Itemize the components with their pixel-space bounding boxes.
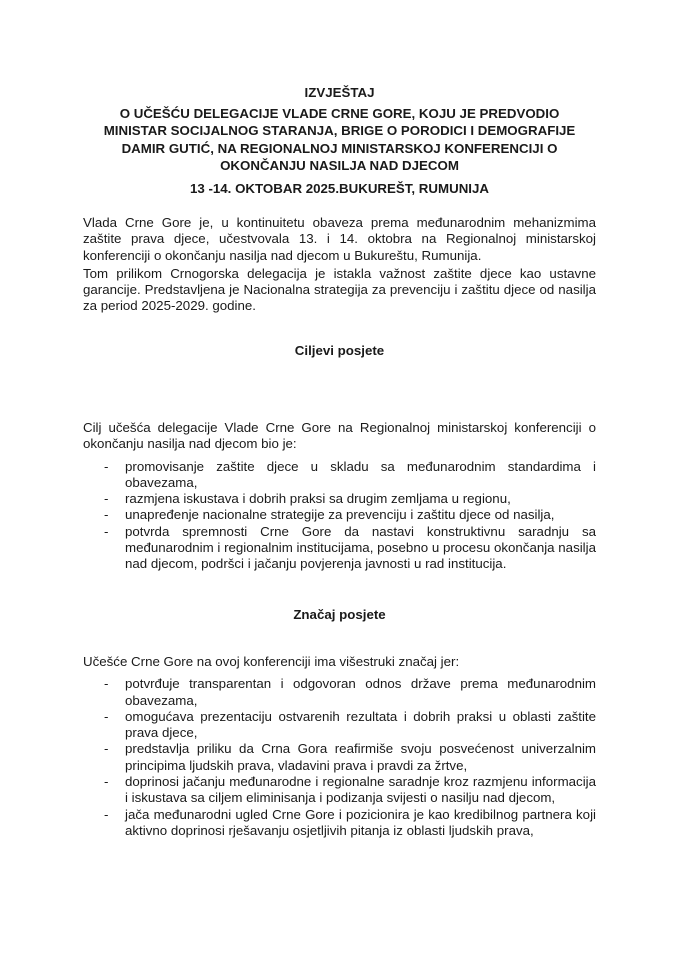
list-item: [83, 741, 596, 774]
intro-paragraph: Vlada Crne Gore je, u kontinuitetu obaveza prema međunarodnim mehanizmima zaštite prava djece, učestvovala 13. i 14. oktobra na Regionalnoj ministarskoj konferenciji o okončanju nasilja nad djecom u Bukureštu, Rumunija.: [83, 215, 596, 263]
significance-section: [83, 654, 596, 839]
intro-section: [83, 215, 596, 315]
list-item: [83, 507, 596, 523]
list-item: [83, 774, 596, 807]
goals-lead: Cilj učešća delegacije Vlade Crne Gore na Regionalnoj ministarskoj konferenciji o okončanju nasilja nad djecom bio je:: [83, 420, 596, 452]
significance-list: [83, 676, 596, 839]
subtitle-line: O UČEŠĆU DELEGACIJE VLADE CRNE GORE, KOJU JE PREDVODIO: [119, 106, 560, 121]
list-item: [83, 676, 596, 709]
list-item-text: promovisanje zaštite djece u skladu sa međunarodnim standardima i obavezama,: [125, 458, 596, 490]
subtitle-line: MINISTAR SOCIJALNOG STARANJA, BRIGE O PORODICI I DEMOGRAFIJE: [103, 123, 576, 139]
section-heading-significance: Značaj posjete: [293, 607, 386, 622]
bullet-dash: -: [104, 806, 109, 822]
subtitle-line: DAMIR GUTIĆ, NA REGIONALNOJ MINISTARSKOJ KONFERENCIJI O: [121, 140, 558, 156]
bullet-dash: -: [104, 523, 109, 539]
list-item: [83, 807, 596, 840]
list-item: [83, 491, 596, 507]
list-item-text: jača međunarodni ugled Crne Gore i pozicionira je kao kredibilnog partnera koji aktivno doprinosi rješavanju osjetljivih pitanja iz oblasti ljudskih prava,: [125, 806, 596, 838]
list-item: [83, 524, 596, 573]
list-item-text: potvrda spremnosti Crne Gore da nastavi konstruktivnu saradnju sa međunarodnim i regionalnim institucijama, posebno u procesu okončanja nasilja nad djecom, podršci i jačanju povjerenja javnosti u rad institucija.: [125, 523, 596, 572]
list-item: [83, 459, 596, 492]
list-item-text: unapređenje nacionalne strategije za prevenciju i zaštitu djece od nasilja,: [125, 507, 555, 523]
bullet-dash: -: [104, 708, 109, 724]
date-location: 13 -14. OKTOBAR 2025.BUKUREŠT, RUMUNIJA: [189, 181, 489, 196]
section-heading-goals: Ciljevi posjete: [294, 343, 385, 358]
list-item-text: razmjena iskustava i dobrih praksi sa drugim zemljama u regionu,: [125, 491, 511, 507]
bullet-dash: -: [104, 458, 109, 474]
intro-paragraph: Tom prilikom Crnogorska delegacija je istakla važnost zaštite djece kao ustavne garancije. Predstavljena je Nacionalna strategija za prevenciju i zaštitu djece od nasilja za period 2025-2029. godine.: [83, 265, 596, 314]
list-item-text: omogućava prezentaciju ostvarenih rezultata i dobrih praksi u oblasti zaštite prava djece,: [125, 708, 596, 741]
goals-section: [83, 420, 596, 573]
goals-list: [83, 459, 596, 573]
bullet-dash: -: [104, 491, 109, 507]
document-subtitle: [70, 105, 609, 174]
list-item-text: doprinosi jačanju međunarodne i regionalne saradnje kroz razmjenu informacija i iskustava sa ciljem eliminisanja i podizanja svijesti o nasilju nad djecom,: [125, 774, 596, 806]
document-title: IZVJEŠTAJ: [304, 85, 375, 100]
list-item-text: predstavlja priliku da Crna Gora reafirmiše svoju posvećenost univerzalnim principima ljudskih prava, vladavini prava i pravdi za žrtve,: [125, 741, 596, 773]
bullet-dash: -: [104, 507, 109, 523]
bullet-dash: -: [104, 676, 109, 692]
list-item-text: potvrđuje transparentan i odgovoran odnos države prema međunarodnim obavezama,: [125, 676, 596, 708]
significance-lead: Učešće Crne Gore na ovoj konferenciji ima višestruki značaj jer:: [83, 654, 460, 669]
bullet-dash: -: [104, 741, 109, 757]
bullet-dash: -: [104, 774, 109, 790]
subtitle-line: OKONČANJU NASILJA NAD DJECOM: [220, 157, 459, 173]
list-item: [83, 709, 596, 742]
